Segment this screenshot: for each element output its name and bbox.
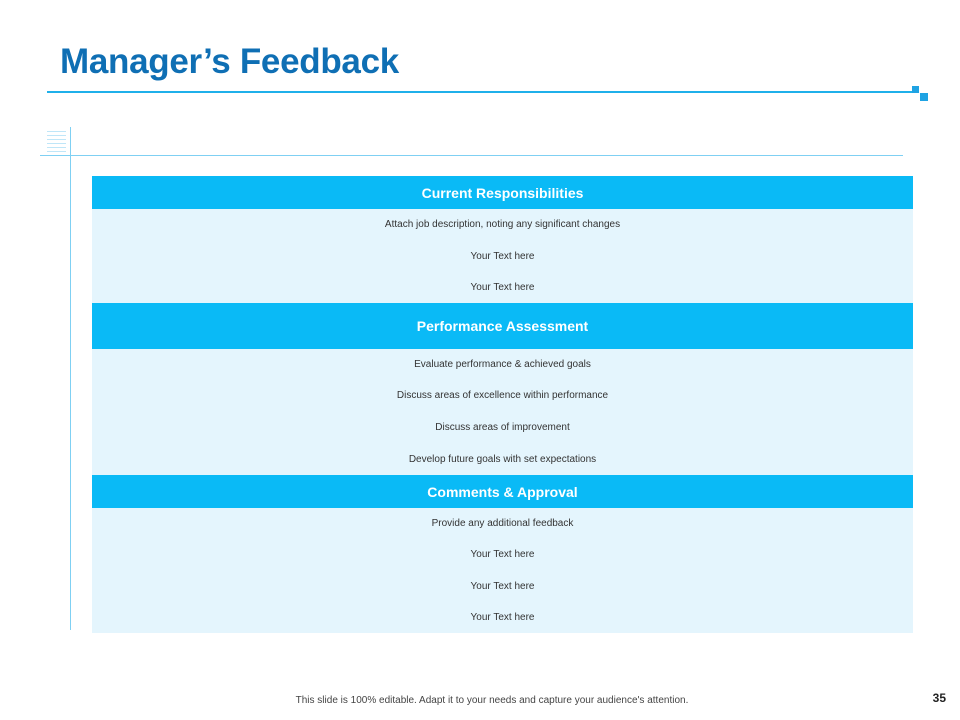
section-body bbox=[92, 349, 913, 475]
table-row: Your Text here bbox=[470, 549, 535, 560]
table-row: Evaluate performance & achieved goals bbox=[414, 359, 591, 370]
table-row: Attach job description, noting any significant changes bbox=[384, 219, 621, 230]
page-number: 35 bbox=[932, 691, 946, 705]
table-row: Discuss areas of improvement bbox=[435, 421, 570, 433]
table-row: Your Text here bbox=[470, 580, 535, 592]
corner-square-decoration bbox=[920, 93, 928, 101]
page-title: Manager’s Feedback bbox=[60, 42, 399, 81]
vertical-guide-line bbox=[70, 127, 71, 630]
footer-note: This slide is 100% editable. Adapt it to your needs and capture your audience's attention. bbox=[295, 695, 689, 706]
section-header: Performance Assessment bbox=[92, 303, 913, 349]
table-row: Your Text here bbox=[470, 250, 535, 262]
table-row: Your Text here bbox=[470, 612, 535, 623]
table-row: Provide any additional feedback bbox=[431, 518, 574, 529]
lines-decoration-icon bbox=[47, 131, 66, 155]
feedback-table bbox=[92, 176, 913, 633]
table-row: Your Text here bbox=[470, 282, 535, 293]
section-header: Current Responsibilities bbox=[92, 176, 913, 209]
table-row: Discuss areas of excellence within performance bbox=[396, 390, 609, 401]
horizontal-guide-line bbox=[40, 155, 903, 156]
section-body bbox=[92, 508, 913, 633]
table-row: Develop future goals with set expectations bbox=[408, 453, 597, 465]
section-header: Comments & Approval bbox=[92, 475, 913, 508]
title-underline bbox=[47, 91, 915, 93]
corner-square-decoration bbox=[912, 86, 919, 93]
section-body bbox=[92, 209, 913, 303]
